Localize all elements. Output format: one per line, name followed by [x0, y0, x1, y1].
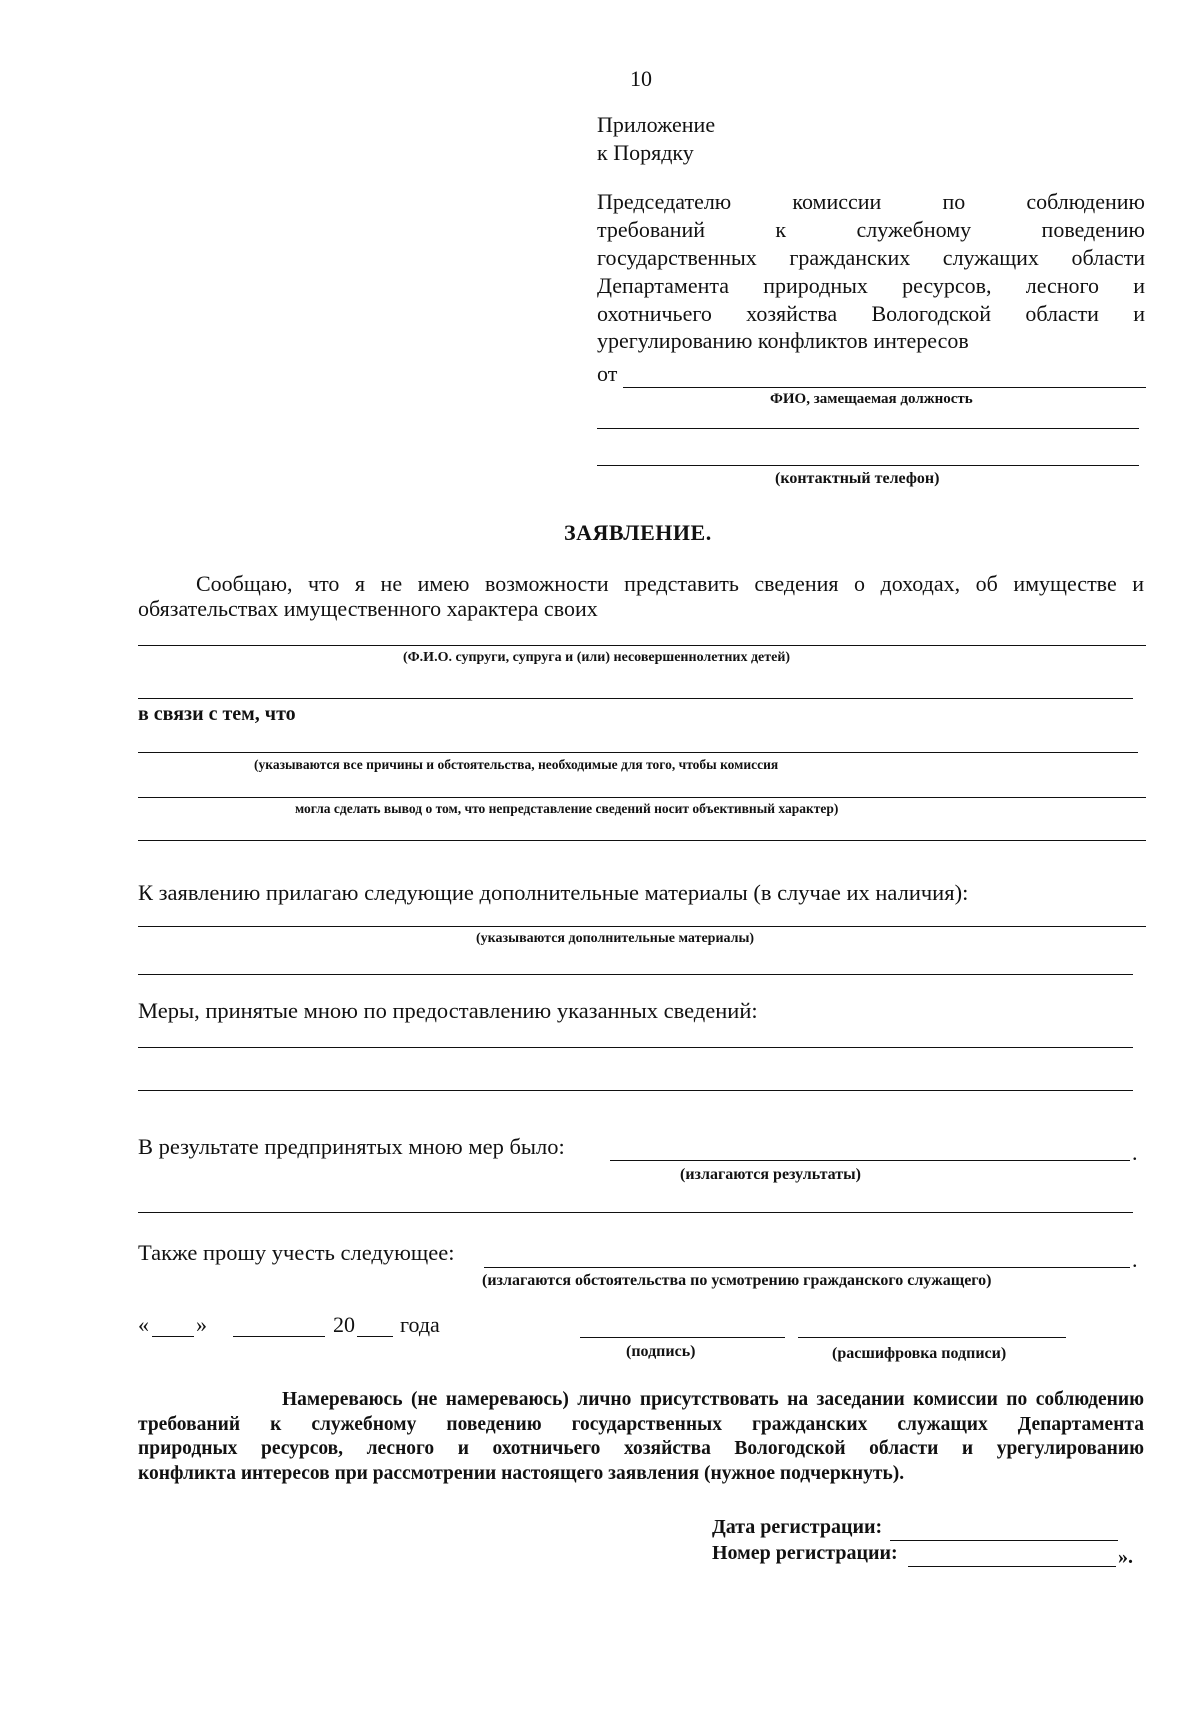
appendix-subtitle: к Порядку	[597, 140, 694, 165]
reasons-line-2[interactable]	[138, 797, 1146, 798]
materials-caption: (указываются дополнительные материалы)	[476, 931, 755, 946]
also-line[interactable]	[484, 1267, 1130, 1268]
registration-date-label: Дата регистрации:	[712, 1516, 883, 1538]
date-day-line[interactable]	[152, 1336, 194, 1337]
addressee-line-5: охотничьего хозяйства Вологодской области и	[597, 301, 1145, 326]
closing-line-4: конфликта интересов при рассмотрении настоящего заявления (нужное подчеркнуть).	[138, 1462, 905, 1484]
addressee-line-6: урегулированию конфликтов интересов	[597, 328, 969, 353]
addressee-line-3: государственных гражданских служащих области	[597, 245, 1145, 270]
signature-decode-line[interactable]	[798, 1337, 1066, 1338]
closing-paragraph	[138, 1388, 1144, 1486]
also-label: Также прошу учесть следующее:	[138, 1240, 455, 1265]
document-title: ЗАЯВЛЕНИЕ.	[564, 520, 712, 545]
date-month-line[interactable]	[233, 1336, 325, 1337]
registration-number-line[interactable]	[908, 1566, 1116, 1567]
addressee-line-4: Департамента природных ресурсов, лесного и	[597, 273, 1145, 298]
registration-number-label: Номер регистрации:	[712, 1542, 898, 1564]
date-open-quote: «	[138, 1312, 149, 1337]
registration-date-line[interactable]	[890, 1540, 1118, 1541]
page-number: 10	[630, 66, 652, 91]
result-period: .	[1132, 1140, 1138, 1165]
signature-line[interactable]	[580, 1337, 785, 1338]
materials-line-1[interactable]	[138, 926, 1146, 927]
registration-number-end: ».	[1118, 1546, 1133, 1568]
measures-label: Меры, принятые мною по предоставлению указанных сведений:	[138, 998, 758, 1023]
intro-line-1: Сообщаю, что я не имею возможности представить сведения о доходах, об имуществе и	[196, 571, 1144, 596]
reasons-caption-2: могла сделать вывод о том, что непредставление сведений носит объективный характер)	[295, 801, 839, 816]
closing-line-2: требований к служебному поведению государственных гражданских служащих Департамента	[138, 1413, 1144, 1435]
signature-caption: (подпись)	[626, 1343, 696, 1360]
signature-decode-caption: (расшифровка подписи)	[832, 1345, 1007, 1362]
measures-line-2[interactable]	[138, 1090, 1133, 1091]
measures-line-1[interactable]	[138, 1047, 1133, 1048]
phone-caption: (контактный телефон)	[775, 470, 940, 487]
from-label: от	[597, 361, 618, 386]
reasons-line-1[interactable]	[138, 752, 1138, 753]
closing-line-1: Намереваюсь (не намереваюсь) лично присутствовать на заседании комиссии по соблюдению	[282, 1389, 1144, 1410]
phone-line[interactable]	[597, 465, 1139, 466]
circumstances-caption: (излагаются обстоятельства по усмотрению гражданского служащего)	[482, 1272, 992, 1289]
appendix-title: Приложение	[597, 112, 716, 137]
attach-label: К заявлению прилагаю следующие дополнительные материалы (в случае их наличия):	[138, 880, 969, 905]
because-label: в связи с тем, что	[138, 703, 296, 725]
reasons-line-3[interactable]	[138, 840, 1146, 841]
fio-caption: ФИО, замещаемая должность	[770, 391, 973, 407]
reasons-caption-1: (указываются все причины и обстоятельства, необходимые для того, чтобы комиссия	[254, 757, 779, 772]
family-line-2[interactable]	[138, 698, 1133, 699]
family-line[interactable]	[138, 645, 1146, 646]
intro-line-2: обязательствах имущественного характера своих	[138, 596, 598, 621]
addressee-line-1: Председателю комиссии по соблюдению	[597, 189, 1145, 214]
date-close-quote: »	[196, 1312, 207, 1337]
family-caption: (Ф.И.О. супруги, супруга и (или) несовершеннолетних детей)	[403, 650, 791, 665]
result-label: В результате предпринятых мною мер было:	[138, 1134, 565, 1159]
materials-line-2[interactable]	[138, 974, 1133, 975]
closing-line-3: природных ресурсов, лесного и охотничьего хозяйства Вологодской области и урегулированию	[138, 1438, 1144, 1459]
result-line[interactable]	[610, 1160, 1130, 1161]
results-caption: (излагаются результаты)	[680, 1166, 861, 1183]
year-prefix: 20	[333, 1312, 355, 1337]
position-line[interactable]	[597, 428, 1139, 429]
fio-line[interactable]	[623, 387, 1146, 388]
year-suffix: года	[400, 1312, 440, 1337]
also-period: .	[1132, 1247, 1138, 1272]
addressee-line-2: требований к служебному поведению	[597, 217, 1145, 242]
date-year-line[interactable]	[357, 1336, 393, 1337]
result-line-2[interactable]	[138, 1212, 1133, 1213]
